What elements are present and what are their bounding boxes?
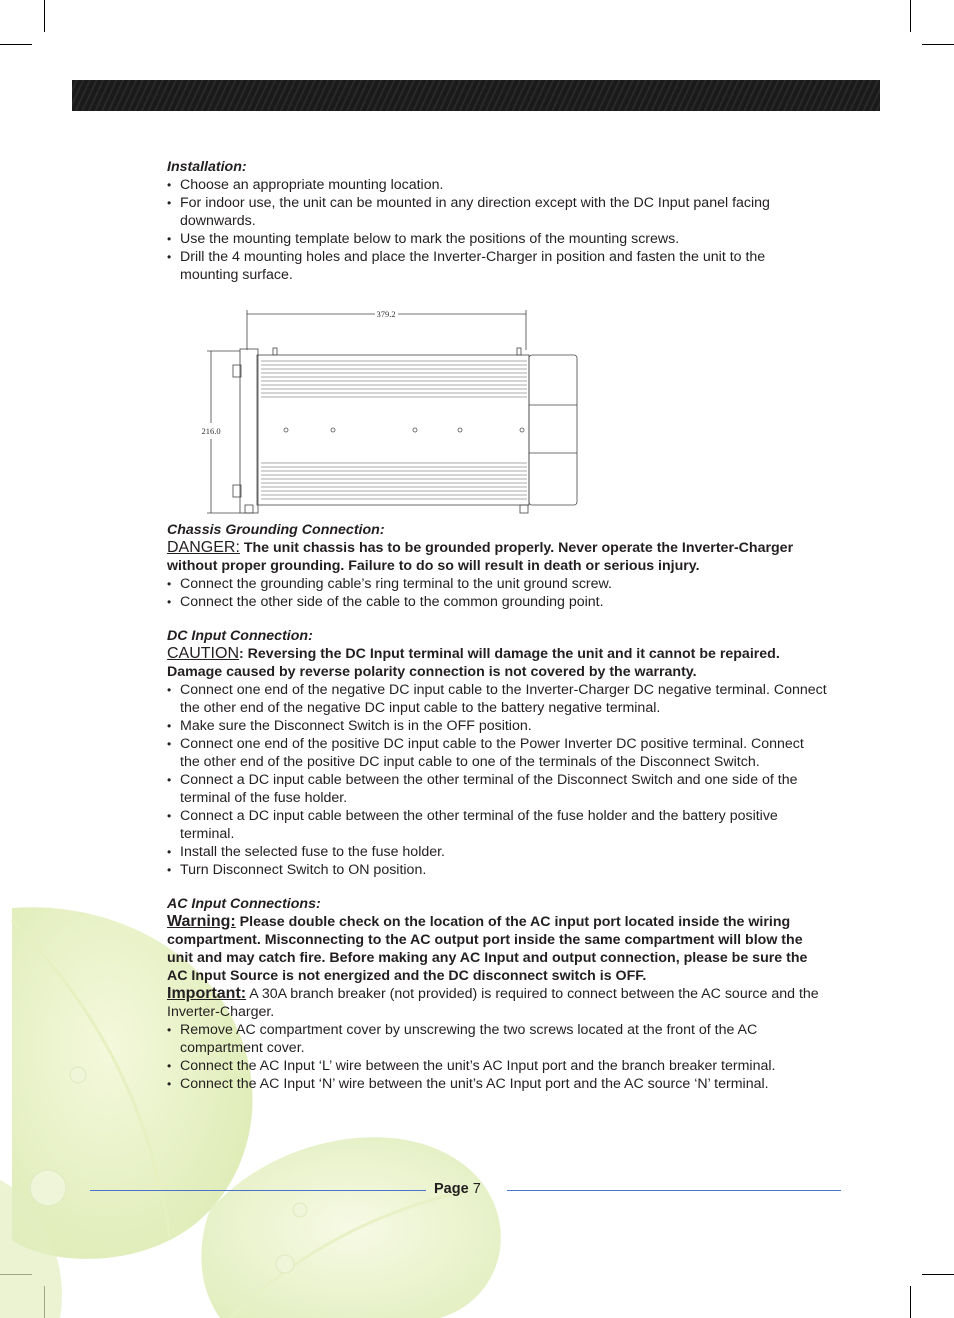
danger-label: DANGER: bbox=[167, 539, 240, 556]
crop-mark bbox=[44, 0, 45, 32]
danger-notice bbox=[167, 539, 827, 575]
list-item: • Remove AC compartment cover by unscrewing the two screws located at the front of the AC compartment cover. bbox=[167, 1021, 827, 1057]
list-item: • Connect one end of the negative DC input cable to the Inverter-Charger DC negative terminal. Connect the other end of the negative DC input cable to the battery negative terminal. bbox=[167, 681, 827, 717]
caution-notice bbox=[167, 645, 827, 681]
ac-input-list bbox=[167, 1021, 827, 1093]
list-item: • Drill the 4 mounting holes and place the Inverter-Charger in position and fasten the unit to the mounting surface. bbox=[167, 248, 827, 284]
list-item: • Connect the other side of the cable to the common grounding point. bbox=[167, 593, 827, 611]
crop-mark bbox=[910, 1286, 911, 1318]
crop-mark bbox=[910, 0, 911, 32]
height-dimension-label: 216.0 bbox=[201, 426, 221, 436]
list-item: • Connect a DC input cable between the other terminal of the Disconnect Switch and one side of the terminal of the fuse holder. bbox=[167, 771, 827, 807]
mounting-holes bbox=[284, 428, 524, 432]
caution-text: : Reversing the DC Input terminal will damage the unit and it cannot be repaired. Damage caused by reverse polarity connection is not covered by the warranty. bbox=[167, 646, 780, 680]
footer-rule-left bbox=[90, 1190, 426, 1191]
important-notice bbox=[167, 985, 827, 1021]
spacer bbox=[167, 611, 827, 627]
mounting-template-diagram bbox=[195, 305, 585, 520]
heatsink-fins bbox=[261, 361, 527, 499]
important-text: A 30A branch breaker (not provided) is required to connect between the AC source and the Inverter-Charger. bbox=[167, 986, 819, 1020]
warning-label: Warning: bbox=[167, 913, 236, 930]
installation-list bbox=[167, 176, 827, 284]
list-item: • For indoor use, the unit can be mounted in any direction except with the DC Input panel facing downwards. bbox=[167, 194, 827, 230]
page-number-value: 7 bbox=[472, 1181, 481, 1197]
installation-heading: Installation: bbox=[167, 159, 247, 175]
list-item: • Use the mounting template below to mark the positions of the mounting screws. bbox=[167, 230, 827, 248]
grounding-list bbox=[167, 575, 827, 611]
important-label: Important: bbox=[167, 985, 247, 1002]
dc-input-list bbox=[167, 681, 827, 879]
list-item: • Connect the AC Input ‘L’ wire between the unit’s AC Input port and the branch breaker terminal. bbox=[167, 1057, 827, 1075]
warning-text: Please double check on the location of the AC input port located inside the wiring compartment. Misconnecting to the AC output port inside the same compartment will blow the unit and may catch fire. Before making any AC Input and output connection, please be sure the AC Input Source is not energized and the DC disconnect switch is OFF. bbox=[167, 914, 808, 984]
page-content bbox=[167, 158, 827, 1093]
crop-mark bbox=[0, 44, 32, 45]
danger-text: The unit chassis has to be grounded properly. Never operate the Inverter-Charger without proper grounding. Failure to do so will result in death or serious injury. bbox=[167, 540, 794, 574]
ac-input-heading: AC Input Connections: bbox=[167, 896, 321, 912]
list-item: • Make sure the Disconnect Switch is in the OFF position. bbox=[167, 717, 827, 735]
list-item: • Connect the grounding cable’s ring terminal to the unit ground screw. bbox=[167, 575, 827, 593]
list-item: • Connect one end of the positive DC input cable to the Power Inverter DC positive terminal. Connect the other end of the positive DC input cable to one of the terminals of the Disconnect Switch. bbox=[167, 735, 827, 771]
warning-notice bbox=[167, 913, 827, 985]
list-item: • Turn Disconnect Switch to ON position. bbox=[167, 861, 827, 879]
page-number bbox=[434, 1181, 481, 1197]
dc-input-heading: DC Input Connection: bbox=[167, 628, 313, 644]
width-dimension-label: 379.2 bbox=[376, 309, 396, 319]
footer-rule-right bbox=[507, 1190, 841, 1191]
list-item: • Connect a DC input cable between the other terminal of the fuse holder and the battery positive terminal. bbox=[167, 807, 827, 843]
crop-mark bbox=[922, 44, 954, 45]
page-label: Page bbox=[434, 1181, 469, 1197]
list-item: • Connect the AC Input ‘N’ wire between the unit’s AC Input port and the AC source ‘N’ terminal. bbox=[167, 1075, 827, 1093]
list-item: • Choose an appropriate mounting location. bbox=[167, 176, 827, 194]
spacer bbox=[167, 879, 827, 895]
list-item: • Install the selected fuse to the fuse holder. bbox=[167, 843, 827, 861]
caution-label: CAUTION bbox=[167, 645, 239, 662]
header-banner bbox=[72, 80, 880, 111]
grounding-heading: Chassis Grounding Connection: bbox=[167, 522, 385, 538]
crop-mark bbox=[922, 1274, 954, 1275]
